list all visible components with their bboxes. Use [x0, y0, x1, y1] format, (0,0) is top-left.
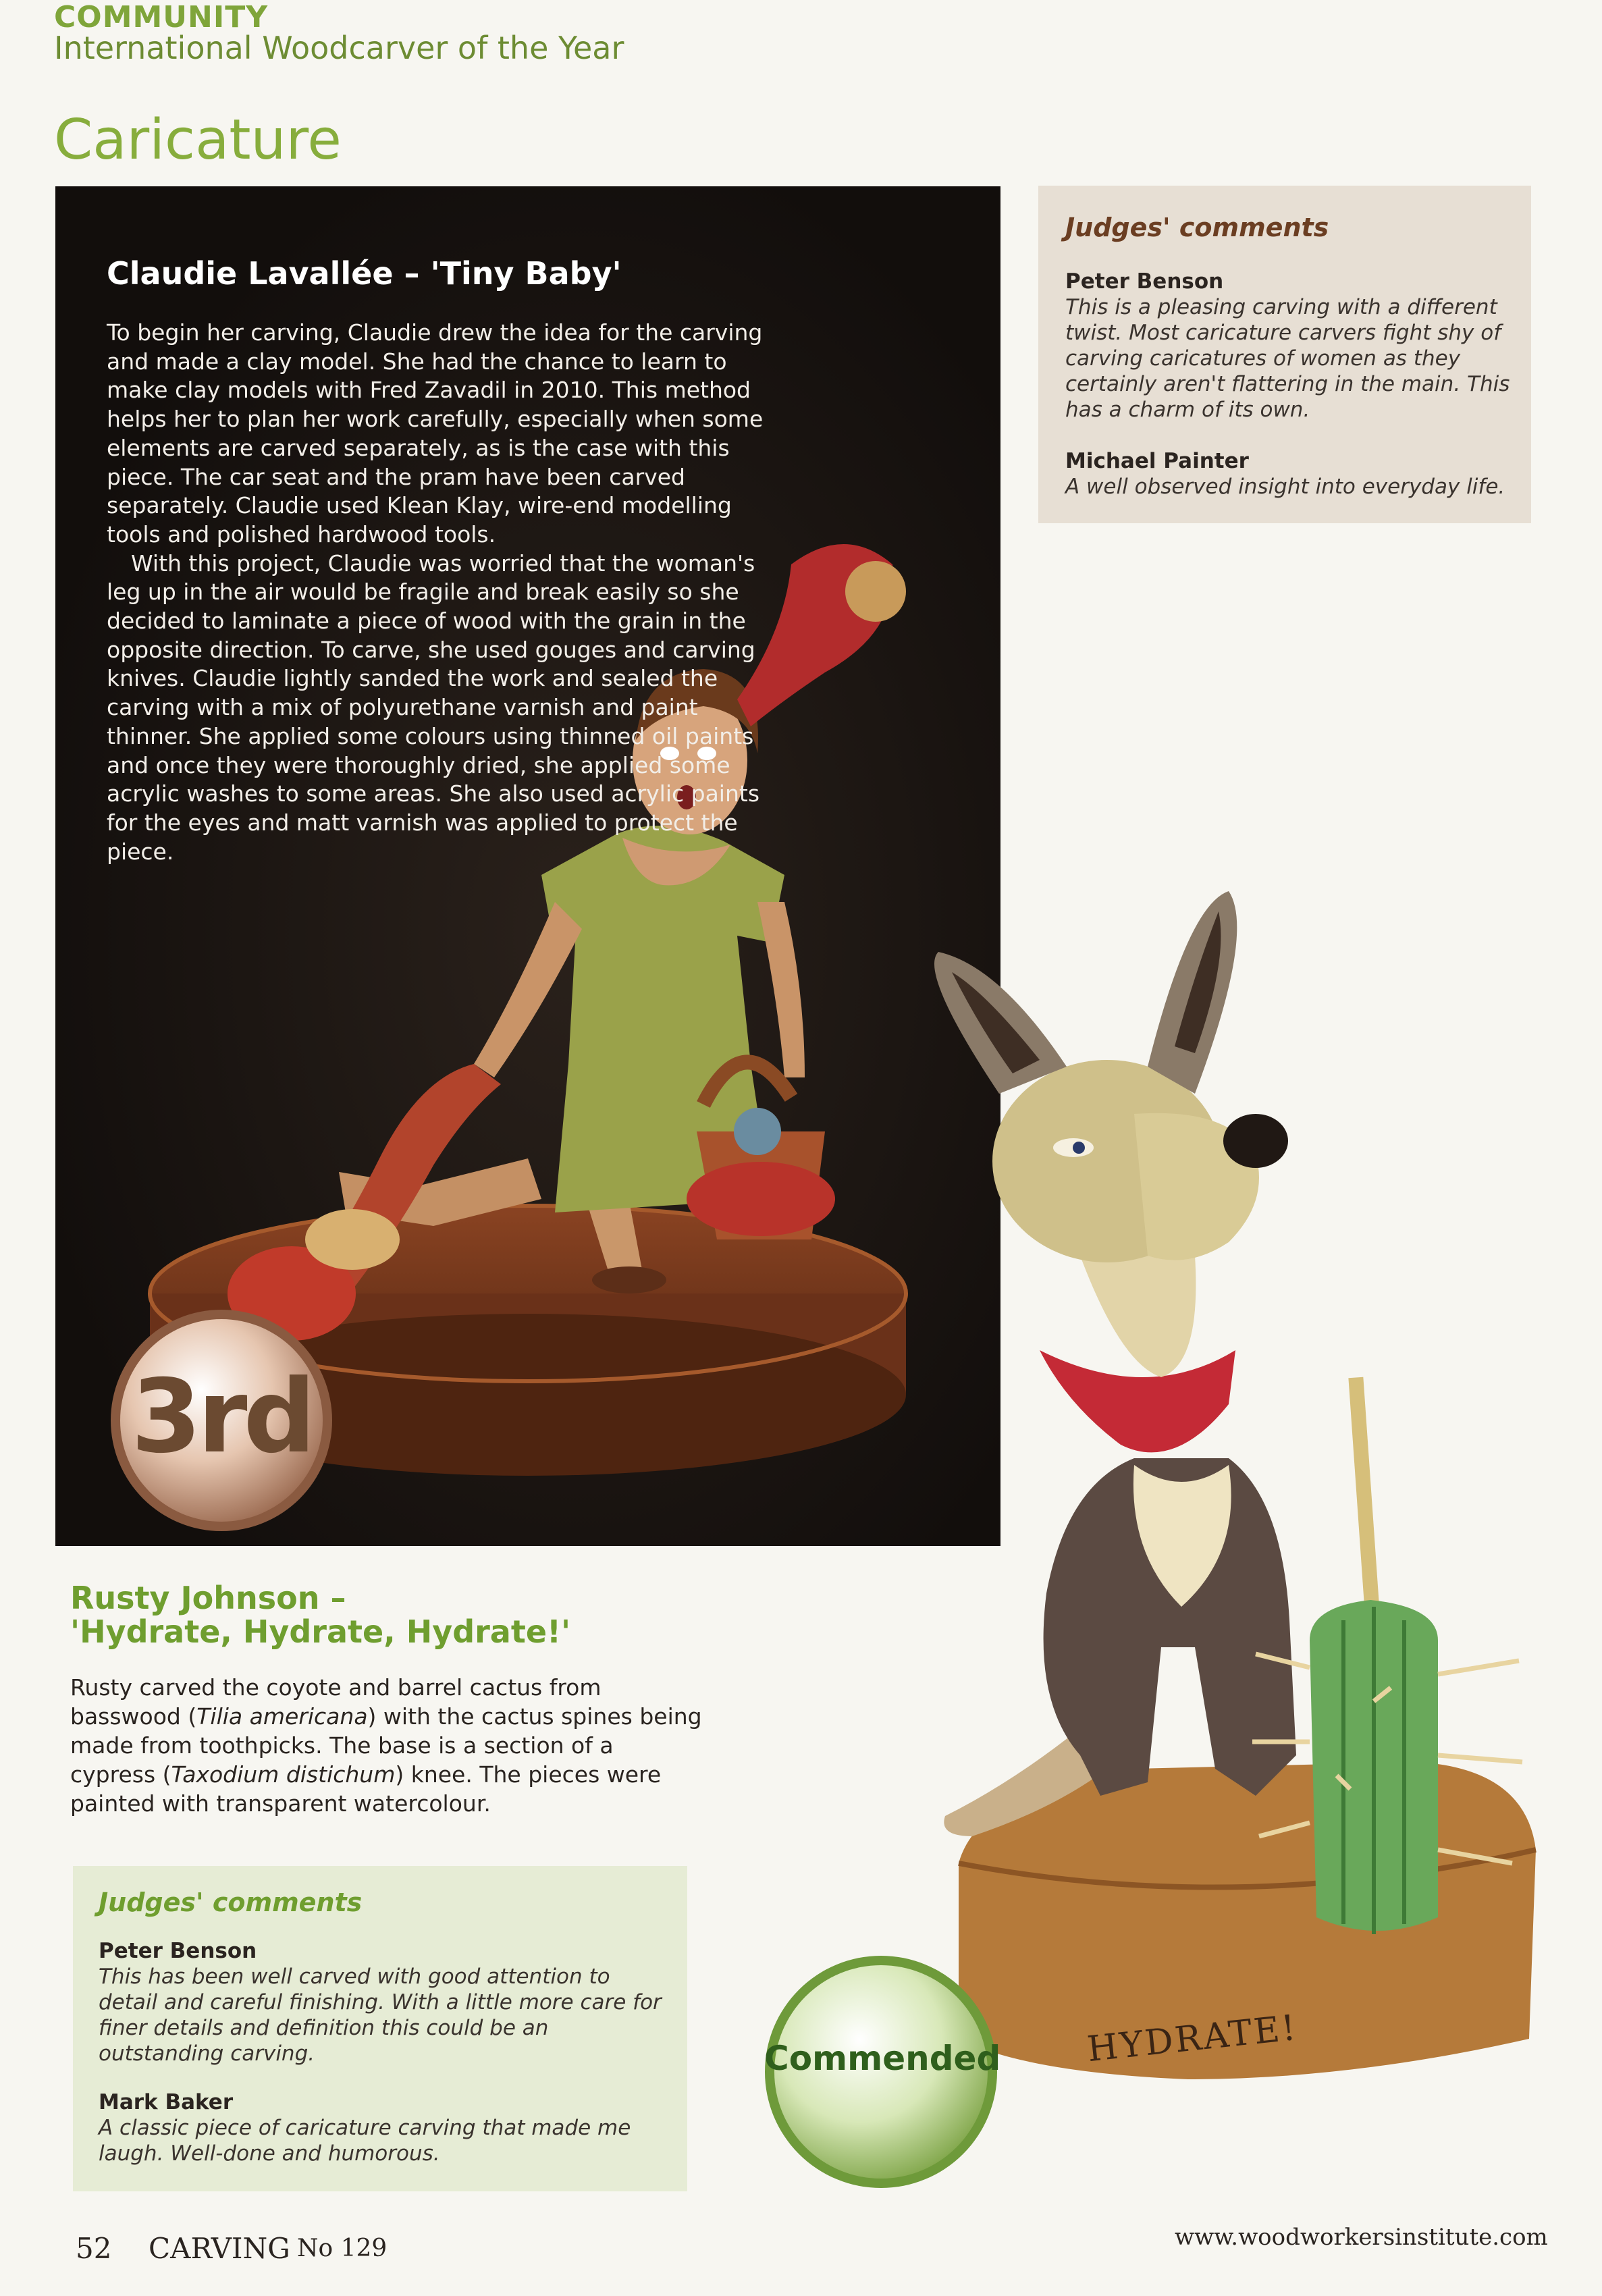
judge-comment: A well observed insight into everyday life. — [1065, 475, 1505, 499]
judge-comment: This has been well carved with good attention to detail and careful finishing. With a little more care for finer details and definition this could be an outstanding carving. — [99, 1965, 662, 2066]
entry2-title-line2: 'Hydrate, Hydrate, Hydrate!' — [70, 1613, 571, 1650]
page-number: 52 — [76, 2232, 112, 2265]
entry-title-tiny-baby: Claudie Lavallée – 'Tiny Baby' — [107, 255, 622, 292]
entry-body-hydrate — [70, 1673, 705, 1818]
website-url: www.woodworkersinstitute.com — [1175, 2224, 1548, 2251]
judges-comments-heading: Judges' comments — [99, 1888, 363, 1917]
issue-number: No 129 — [297, 2235, 388, 2262]
judge-name: Michael Painter — [1065, 449, 1249, 473]
magazine-name: CARVING — [149, 2232, 290, 2265]
judge-name: Mark Baker — [99, 2090, 234, 2114]
entry1-paragraph-2: With this project, Claudie was worried that the woman's leg up in the air would be fragile and break easily so she decided to laminate a piece of wood with the grain in the opposite direction. To carve, she used gouges and carving knives. Claudie lightly sanded the work and sealed the carving with a mix of polyurethane varnish and paint thinner. She applied some colours using thinned oil paints and once they were thoroughly dried, she applied some acrylic washes to some areas. She also used acrylic paints for the eyes and matt varnish was applied to protect the piece. — [107, 550, 760, 865]
judge-comment: This is a pleasing carving with a different twist. Most caricature carvers fight shy of carving caricatures of women as they certainly aren't flattering in the main. This has a charm of its own. — [1065, 295, 1510, 422]
base-inscription: HYDRATE! — [1085, 2007, 1300, 2071]
entry-title-hydrate — [70, 1581, 570, 1649]
judges-comments-box-tiny-baby — [1038, 186, 1531, 523]
third-place-label: 3rd — [131, 1358, 312, 1476]
entry2-title-line1: Rusty Johnson – — [70, 1580, 346, 1616]
section-kicker: COMMUNITY — [54, 0, 269, 34]
entry2-species-name: Tilia americana — [196, 1703, 368, 1730]
judges-comments-box-hydrate — [73, 1866, 687, 2191]
judges-comments-heading: Judges' comments — [1065, 213, 1329, 242]
judge-name: Peter Benson — [99, 1939, 257, 1963]
entry2-body-text: Rusty carved the coyote and barrel cactus from basswood ( — [70, 1674, 602, 1730]
entry1-paragraph-1: To begin her carving, Claudie drew the idea for the carving and made a clay model. She had the chance to learn to make clay models with Fred Zavadil in 2010. This method helps her to plan her work carefully, especially when some elements are carved separately, as is the case with this piece. The car seat and the pram have been carved separately. Claudie used Klean Klay, wire-end modelling tools and polished hardwood tools. — [107, 319, 764, 548]
commended-label: Commended — [764, 2039, 1001, 2078]
judge-comment: A classic piece of caricature carving that made me laugh. Well-done and humorous. — [99, 2116, 631, 2166]
section-subkicker: International Woodcarver of the Year — [54, 30, 624, 66]
entry2-body-text: ) knee. The pieces were painted with transparent watercolour. — [70, 1761, 662, 1817]
hydrate-coyote-carving-illustration — [878, 891, 1566, 2093]
judge-name: Peter Benson — [1065, 269, 1224, 294]
page-title: Caricature — [54, 108, 342, 172]
entry2-body-text: ) with the cactus spines being made from toothpicks. The base is a section of a cypress ( — [70, 1703, 702, 1788]
entry2-species-name: Taxodium distichum — [171, 1761, 396, 1788]
entry-body-tiny-baby — [107, 319, 775, 866]
